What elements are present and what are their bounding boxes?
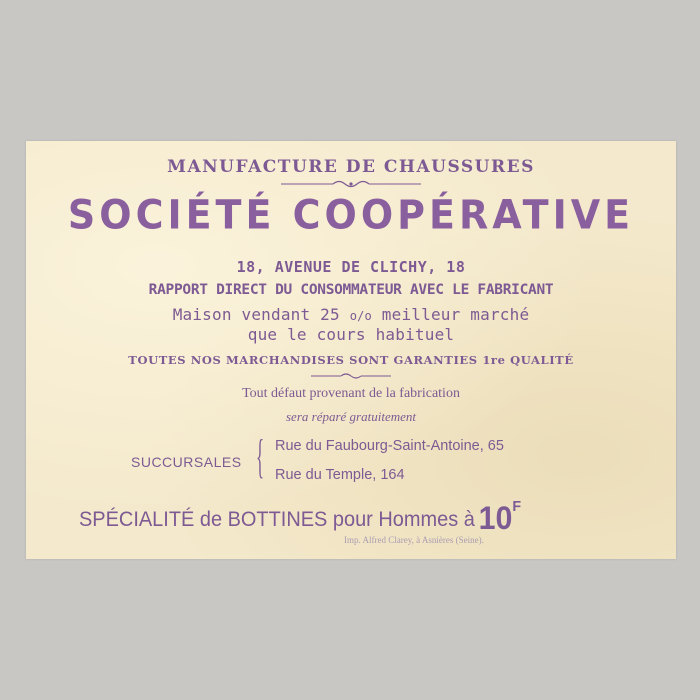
printer-credit: Imp. Alfred Clarey, à Asnières (Seine).	[344, 535, 484, 545]
brace-glyph: {	[256, 430, 265, 483]
specialty-text: SPÉCIALITÉ de BOTTINES pour Hommes à	[79, 508, 475, 531]
card-heading: MANUFACTURE DE CHAUSSURES	[167, 157, 535, 177]
branches-label: SUCCURSALES	[131, 454, 242, 470]
specialty-line	[79, 498, 521, 537]
guarantee-quality: 1re QUALITÉ	[482, 353, 574, 367]
offer-line-1	[26, 305, 676, 324]
company-address: 18, AVENUE DE CLICHY, 18	[236, 258, 466, 276]
defect-line-2: sera réparé gratuitement	[286, 409, 416, 424]
branch-address-1: Rue du Faubourg-Saint-Antoine, 65	[275, 438, 504, 454]
ornament-icon	[281, 179, 421, 189]
price-value: 10	[478, 500, 513, 536]
trade-card	[26, 141, 676, 559]
price-unit: F	[512, 498, 522, 515]
offer-text: Maison vendant 25	[172, 305, 350, 324]
percent-sign: o/o	[349, 309, 372, 323]
offer-text-end: meilleur marché	[371, 305, 530, 324]
ornament-divider-bottom	[26, 372, 676, 380]
company-name: SOCIÉTÉ COOPÉRATIVE	[67, 191, 635, 239]
offer-line-2: que le cours habituel	[247, 325, 455, 344]
branch-address-2: Rue du Temple, 164	[275, 467, 405, 483]
ornament-small-icon	[311, 372, 391, 380]
tagline: RAPPORT DIRECT DU CONSOMMATEUR AVEC LE FABRICANT	[148, 282, 554, 298]
guarantee-text: TOUTES NOS MARCHANDISES SONT GARANTIES	[128, 353, 483, 367]
defect-line-1: Tout défaut provenant de la fabrication	[242, 386, 460, 401]
guarantee-line	[26, 353, 676, 367]
ornament-divider-top	[26, 179, 676, 189]
